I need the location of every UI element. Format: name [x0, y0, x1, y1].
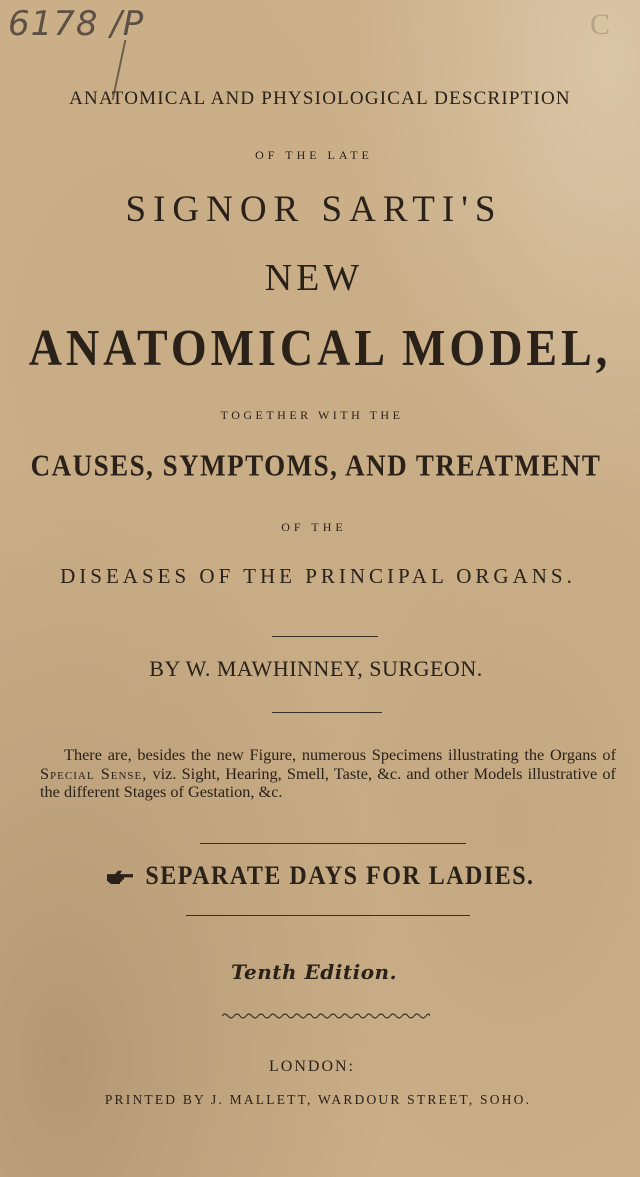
- faded-stamp: C: [589, 8, 616, 41]
- description-part-a: There are, besides the new Figure, numerous Specimens illustrating the Organs of: [64, 745, 616, 764]
- divider-rule-2: [272, 712, 382, 713]
- subtitle-line-1: TOGETHER WITH THE: [220, 408, 404, 422]
- subtitle-line-4: DISEASES OF THE PRINCIPAL ORGANS.: [60, 564, 576, 588]
- divider-rule-1: [272, 636, 378, 637]
- title-line-2: NEW: [264, 257, 364, 299]
- header-line-1: ANATOMICAL AND PHYSIOLOGICAL DESCRIPTION: [69, 88, 571, 109]
- wavy-ornament: [222, 1012, 430, 1020]
- title-line-1: SIGNOR SARTI'S: [125, 189, 503, 230]
- description-paragraph: [40, 746, 616, 802]
- divider-rule-3: [200, 843, 466, 844]
- description-part-b: viz. Sight, Hearing, Smell, Taste, &c. and other Models illustrative of the different Stages of Gestation, &c.: [40, 763, 616, 801]
- pointing-hand-icon: [105, 869, 135, 887]
- pencil-annotation: 6178 /P: [8, 4, 145, 44]
- printer-line: PRINTED BY J. MALLETT, WARDOUR STREET, SOHO.: [104, 1092, 532, 1107]
- edition-line: Tenth Edition.: [230, 960, 398, 984]
- author-line: BY W. MAWHINNEY, SURGEON.: [149, 656, 483, 681]
- ladies-notice: [0, 862, 640, 892]
- city-line: LONDON:: [269, 1058, 355, 1075]
- subtitle-line-3: OF THE: [281, 520, 347, 534]
- ladies-notice-text: SEPARATE DAYS FOR LADIES.: [145, 862, 535, 891]
- title-line-3: ANATOMICAL MODEL,: [28, 319, 612, 377]
- divider-rule-4: [186, 915, 470, 916]
- special-sense: Special Sense,: [40, 763, 148, 783]
- subtitle-line-2: CAUSES, SYMPTOMS, AND TREATMENT: [30, 448, 602, 483]
- header-line-2: OF THE LATE: [255, 148, 373, 162]
